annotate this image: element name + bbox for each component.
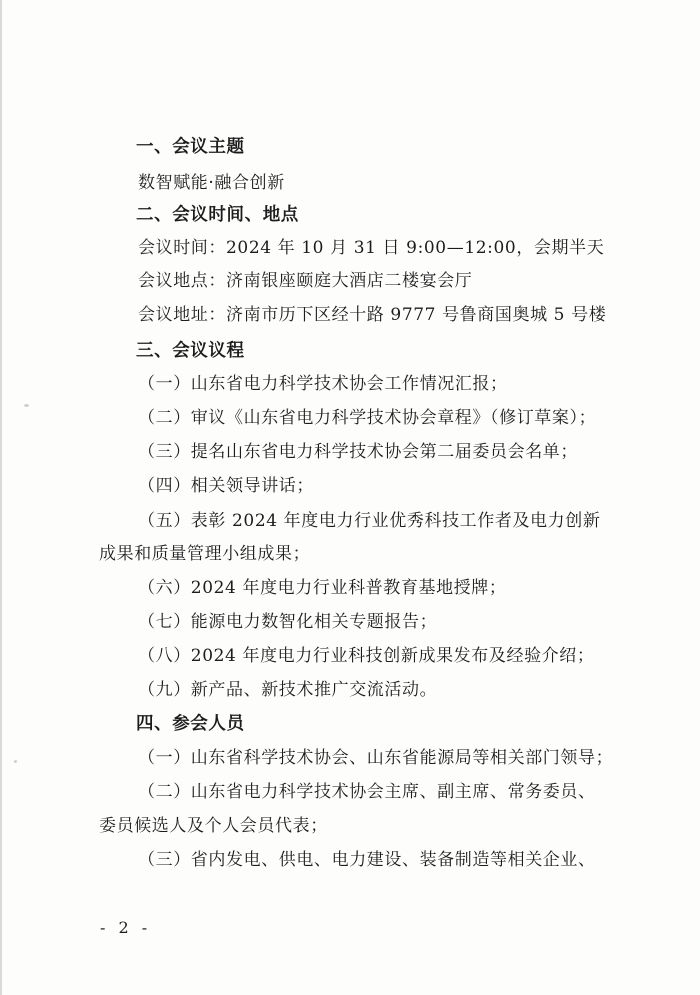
page-number: - 2 - [100,918,152,937]
scan-speck [24,404,29,407]
agenda-item-continuation: 成果和质量管理小组成果； [99,544,311,564]
meeting-address: 会议地址：济南市历下区经十路 9777 号鲁商国奥城 5 号楼 [138,305,607,325]
attendee-item-continuation: 委员候选人及个人会员代表； [99,816,328,836]
agenda-item: （二）审议《山东省电力科学技术协会章程》（修订草案）； [138,408,597,428]
agenda-item: （四）相关领导讲话； [138,476,314,496]
agenda-item: （七）能源电力数智化相关专题报告； [138,612,438,632]
scan-speck [14,760,17,763]
meeting-time: 会议时间：2024 年 10 月 31 日 9:00—12:00，会期半天 [138,238,605,258]
agenda-item: （八）2024 年度电力行业科技创新成果发布及经验介绍； [138,646,595,666]
section-1-heading: 一、会议主题 [136,137,245,157]
meeting-theme: 数智赋能·融合创新 [138,173,285,193]
meeting-place: 会议地点：济南银座颐庭大酒店二楼宴会厅 [138,271,473,291]
agenda-item: （五）表彰 2024 年度电力行业优秀科技工作者及电力创新 [138,511,601,531]
attendee-item: （二）山东省电力科学技术协会主席、副主席、常务委员、 [138,782,596,802]
attendee-item: （三）省内发电、供电、电力建设、装备制造等相关企业、 [138,850,596,870]
section-2-heading: 二、会议时间、地点 [136,205,299,225]
agenda-item: （六）2024 年度电力行业科普教育基地授牌； [138,578,507,598]
section-4-heading: 四、参会人员 [136,714,245,734]
attendee-item: （一）山东省科学技术协会、山东省能源局等相关部门领导； [138,748,614,768]
agenda-item: （一）山东省电力科学技术协会工作情况汇报； [138,374,508,394]
agenda-item: （九）新产品、新技术推广交流活动。 [138,680,438,700]
agenda-item: （三）提名山东省电力科学技术协会第二届委员会名单； [138,442,578,462]
section-3-heading: 三、会议议程 [136,341,245,361]
